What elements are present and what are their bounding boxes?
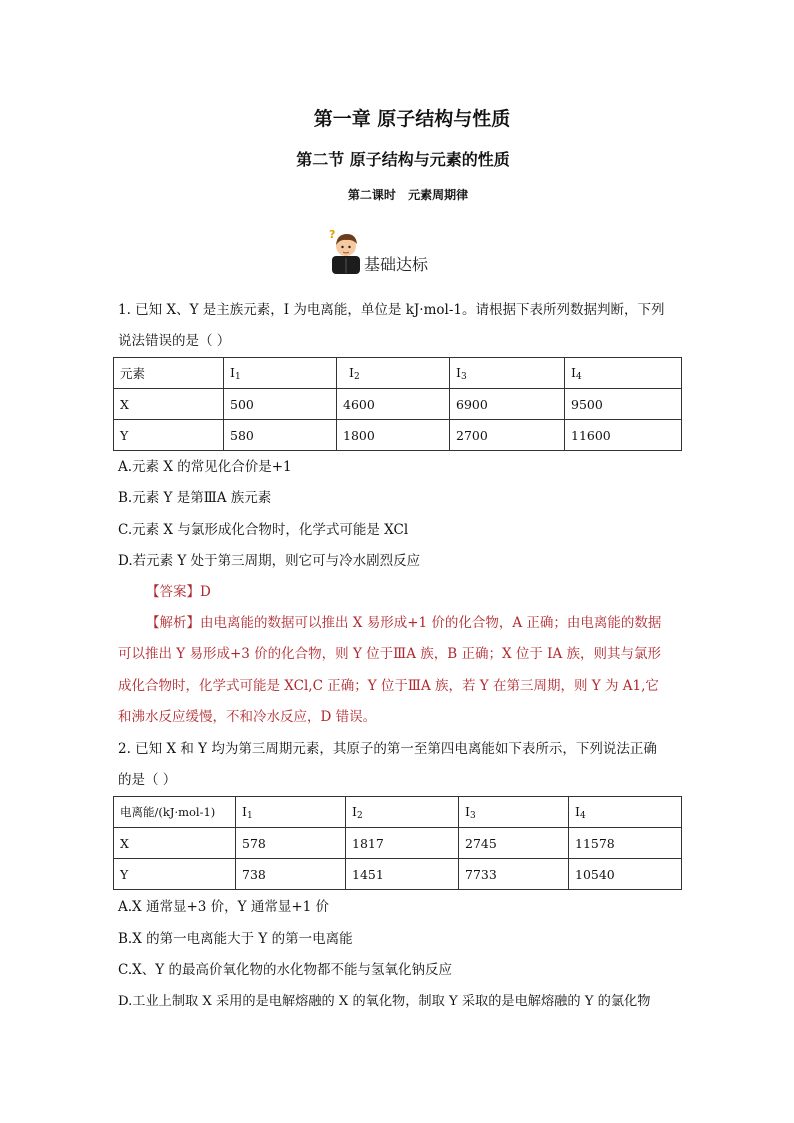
table-cell: 578 — [236, 828, 346, 859]
table-cell: Y — [114, 420, 224, 451]
table-cell: 500 — [224, 389, 337, 420]
table-cell: 1817 — [346, 828, 459, 859]
table-cell: X — [114, 389, 224, 420]
section-title: 第二节 原子结构与元素的性质 — [296, 150, 510, 169]
table-header-row — [114, 797, 682, 828]
table-header-cell: 元素 — [114, 358, 224, 389]
table-cell: 11578 — [569, 828, 682, 859]
chapter-title: 第一章 原子结构与性质 — [313, 108, 511, 130]
table-cell: 4600 — [337, 389, 450, 420]
table-cell: 2700 — [450, 420, 565, 451]
q2-stem-line-2: 的是（ ） — [118, 772, 177, 788]
q1-analysis-line-3: 成化合物时，化学式可能是 XCl,C 正确；Y 位于ⅢA 族，若 Y 在第三周期，则 Y 为 A1,它 — [118, 678, 659, 694]
q1-analysis-line-4: 和沸水反应缓慢，不和冷水反应，D 错误。 — [118, 709, 377, 725]
q1-analysis-line-1: 【解析】由电离能的数据可以推出 X 易形成+1 价的化合物，A 正确；由电离能的数据 — [146, 615, 662, 631]
q2-option-a: A.X 通常显+3 价，Y 通常显+1 价 — [118, 899, 330, 915]
q1-analysis-line-2: 可以推出 Y 易形成+3 价的化合物，则 Y 位于ⅢA 族，B 正确；X 位于 IA 族，则其与氯形 — [118, 646, 662, 662]
thinking-boy-icon — [326, 226, 366, 274]
table-header-row — [114, 358, 682, 389]
q2-table — [113, 796, 682, 890]
svg-text:?: ? — [329, 228, 336, 241]
table-row — [114, 389, 682, 420]
table-cell: 9500 — [565, 389, 682, 420]
table-row — [114, 420, 682, 451]
table-header-cell: $I_3$ — [459, 797, 569, 828]
table-header-cell: $I_4$ — [569, 797, 682, 828]
table-cell: 1451 — [346, 859, 459, 890]
table-cell: X — [114, 828, 236, 859]
banner-label: 基础达标 — [364, 255, 429, 274]
table-cell: 580 — [224, 420, 337, 451]
table-cell: 10540 — [569, 859, 682, 890]
q2-option-b: B.X 的第一电离能大于 Y 的第一电离能 — [118, 931, 353, 947]
q2-option-d: D.工业上制取 X 采用的是电解熔融的 X 的氧化物，制取 Y 采取的是电解熔融的 Y 的氯化物 — [118, 994, 651, 1009]
q1-table — [113, 357, 682, 451]
q1-option-a: A.元素 X 的常见化合价是+1 — [118, 459, 292, 475]
q1-stem-line-2: 说法错误的是（ ） — [118, 333, 231, 349]
table-header-cell: $I_3$ — [450, 358, 565, 389]
q1-option-b: B.元素 Y 是第ⅢA 族元素 — [118, 490, 272, 506]
table-cell: 738 — [236, 859, 346, 890]
table-cell: 1800 — [337, 420, 450, 451]
table-header-cell: 电离能/(kJ·mol-1) — [114, 797, 236, 828]
section-banner — [326, 226, 466, 274]
q1-answer: 【答案】D — [146, 584, 211, 600]
table-cell: Y — [114, 859, 236, 890]
q1-option-c: C.元素 X 与氯形成化合物时，化学式可能是 XCl — [118, 522, 409, 538]
table-cell: 7733 — [459, 859, 569, 890]
table-header-cell: $I_2$ — [337, 358, 450, 389]
table-row — [114, 828, 682, 859]
q1-stem-line-1: 1. 已知 X、Y 是主族元素，I 为电离能，单位是 kJ·mol-1。请根据下表所列数据判断，下列 — [118, 302, 665, 318]
q2-stem-line-1: 2. 已知 X 和 Y 均为第三周期元素，其原子的第一至第四电离能如下表所示，下列说法正确 — [118, 741, 657, 757]
q1-option-d: D.若元素 Y 处于第三周期，则它可与冷水剧烈反应 — [118, 553, 421, 569]
lesson-title: 第二课时 元素周期律 — [347, 188, 469, 202]
table-cell: 11600 — [565, 420, 682, 451]
table-header-cell: $I_4$ — [565, 358, 682, 389]
table-row — [114, 859, 682, 890]
q2-option-c: C.X、Y 的最高价氧化物的水化物都不能与氢氧化钠反应 — [118, 962, 452, 978]
table-header-cell: $I_2$ — [346, 797, 459, 828]
table-cell: 2745 — [459, 828, 569, 859]
table-header-cell: $I_1$ — [236, 797, 346, 828]
table-header-cell: $I_1$ — [224, 358, 337, 389]
table-cell: 6900 — [450, 389, 565, 420]
